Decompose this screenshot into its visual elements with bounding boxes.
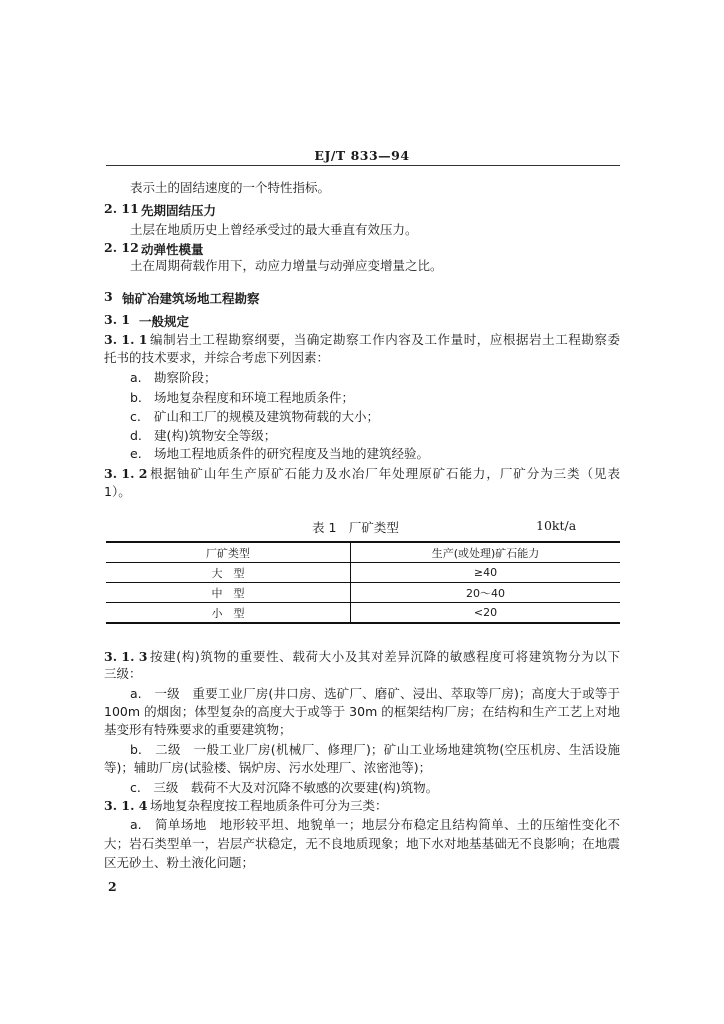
chapter-title: 铀矿冶建筑场地工程勘察: [122, 291, 260, 306]
list-mark: a.: [130, 370, 142, 385]
table-header-cell: 厂矿类型: [106, 542, 351, 563]
paragraph-line: 土在周期荷载作用下，动应力增量与动弹应变增量之比。: [130, 258, 443, 273]
list-item: 勘察阶段；: [154, 370, 217, 385]
table-row: [106, 563, 620, 583]
paragraph-line: 100m 的烟囱；体型复杂的高度大于或等于 30m 的框架结构厂房；在结构和生产工艺上对地: [104, 704, 620, 719]
clause-number: 3. 1. 4: [104, 798, 148, 813]
section-title: 动弹性模量: [141, 242, 204, 257]
table-row: [106, 603, 620, 624]
table-cell: ≥40: [473, 566, 498, 579]
list-mark: b.: [130, 390, 142, 405]
paragraph-line: 根据铀矿山年生产原矿石能力及水冶厂年处理原矿石能力，厂矿分为三类（见表: [150, 466, 620, 481]
table-row: [106, 583, 620, 603]
paragraph-line: a. 简单场地 地形较平坦、地貌单一；地层分布稳定且结构简单、土的压缩性变化不: [130, 817, 620, 832]
paragraph-line: 区无砂土、粉土液化问题；: [104, 855, 255, 870]
table-unit: 10kt/a: [536, 518, 577, 533]
section-title: 先期固结压力: [141, 203, 217, 218]
list-item: 场地工程地质条件的研究程度及当地的建筑经验。: [154, 446, 430, 461]
list-item: 建(构)筑物安全等级；: [154, 428, 277, 443]
paragraph-line: 编制岩土工程勘察纲要，当确定勘察工作内容及工作量时，应根据岩土工程勘察委: [150, 332, 620, 347]
paragraph-line: 1）。: [104, 484, 131, 499]
page-number: 2: [108, 879, 117, 894]
table-header-cell: 生产(或处理)矿石能力: [431, 546, 540, 560]
paragraph-line: 三级：: [104, 666, 142, 681]
clause-number: 3. 1. 3: [104, 649, 148, 664]
table-caption: 表 1 厂矿类型: [312, 520, 399, 535]
list-mark: d.: [130, 428, 142, 443]
list-mark: e.: [130, 446, 142, 461]
paragraph-line: b. 二级 一般工业厂房(机械厂、修理厂)；矿山工业场地建筑物(空压机房、生活设施: [130, 742, 620, 757]
paragraph-line: 托书的技术要求，并综合考虑下列因素：: [104, 350, 330, 365]
list-mark: c.: [130, 409, 141, 424]
list-item: 场地复杂程度和环境工程地质条件；: [154, 390, 355, 405]
table-cell: <20: [473, 606, 498, 619]
paragraph-line: a. 一级 重要工业厂房(井口房、选矿厂、磨矿、浸出、萃取等厂房)；高度大于或等于: [130, 686, 620, 701]
paragraph-line: 按建(构)筑物的重要性、载荷大小及其对差异沉降的敏感程度可将建筑物分为以下: [150, 649, 620, 664]
paragraph-line: 场地复杂程度按工程地质条件可分为三类：: [150, 798, 388, 813]
list-item: 矿山和工厂的规模及建筑物荷载的大小；: [154, 409, 380, 424]
section-number: 2. 12: [104, 240, 139, 255]
paragraph-line: 大；岩石类型单一，岩层产状稳定，无不良地质现象；地下水对地基基础无不良影响；在地震: [104, 836, 620, 851]
paragraph-line: 基变形有特殊要求的重要建筑物；: [104, 722, 292, 737]
paragraph-line: 土层在地质历史上曾经承受过的最大垂直有效压力。: [130, 222, 418, 237]
section-number: 2. 11: [104, 201, 139, 216]
section-number: 3. 1: [104, 312, 131, 327]
paragraph-line: 等)；辅助厂房(试验楼、锅炉房、污水处理厂、浓密池等)；: [104, 760, 432, 775]
table-cell: 20～40: [466, 586, 505, 600]
paragraph-line: 表示土的固结速度的一个特性指标。: [130, 180, 331, 195]
plant-type-table: [106, 541, 620, 624]
table-cell: 小 型: [106, 603, 351, 624]
table-cell: 中 型: [106, 583, 351, 603]
chapter-number: 3: [104, 289, 113, 304]
clause-number: 3. 1. 2: [104, 466, 148, 481]
header-standard-code: EJ/T 833—94: [314, 148, 410, 163]
section-title: 一般规定: [139, 314, 190, 329]
table-header-row: [106, 542, 620, 563]
header-rule: [106, 165, 620, 166]
table-cell: 大 型: [106, 563, 351, 583]
paragraph-line: c. 三级 载荷不大及对沉降不敏感的次要建(构)筑物。: [130, 780, 439, 795]
clause-number: 3. 1. 1: [104, 332, 148, 347]
